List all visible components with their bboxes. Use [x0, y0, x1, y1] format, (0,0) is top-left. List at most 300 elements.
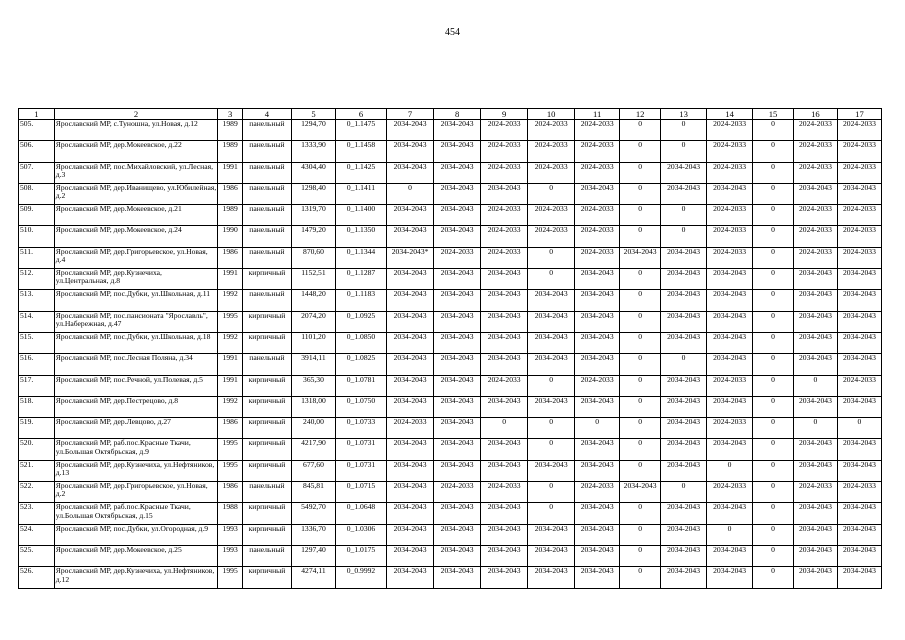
table-cell: 2034-2043	[793, 396, 837, 417]
table-cell: 0	[481, 418, 528, 439]
table-cell: 2034-2043	[434, 290, 481, 311]
table-cell: 365,30	[291, 375, 335, 396]
table-cell: 1336,70	[291, 524, 335, 545]
table-cell: 2024-2033	[793, 120, 837, 141]
table-cell: 0	[620, 332, 661, 353]
table-cell: 2024-2033	[837, 120, 881, 141]
table-cell: 2034-2043	[707, 332, 753, 353]
table-cell: 1479,20	[291, 226, 335, 247]
table-cell: 2034-2043*	[387, 247, 434, 268]
table-cell: 0	[620, 439, 661, 460]
table-cell: 2034-2043	[575, 290, 620, 311]
table-cell: 2034-2043	[481, 269, 528, 290]
table-cell: 0_1.0850	[335, 332, 386, 353]
table-cell: 2034-2043	[387, 269, 434, 290]
table-cell: 2034-2043	[434, 396, 481, 417]
column-header: 4	[242, 109, 291, 120]
table-cell: 1990	[218, 226, 243, 247]
table-cell: 2034-2043	[528, 396, 575, 417]
address-cell: Ярославский МР, пос.Лесная Поляна, д.34	[54, 354, 218, 375]
table-cell: 0	[528, 482, 575, 503]
table-cell: кирпичный	[242, 311, 291, 332]
table-cell: 0_1.0731	[335, 439, 386, 460]
table-cell: 2034-2043	[387, 205, 434, 226]
column-header: 13	[661, 109, 707, 120]
table-cell: 1995	[218, 460, 243, 481]
table-cell: 2034-2043	[661, 311, 707, 332]
table-cell: 1989	[218, 120, 243, 141]
table-cell: 2024-2033	[481, 120, 528, 141]
table-cell: 2034-2043	[793, 183, 837, 204]
table-cell: 2024-2033	[707, 375, 753, 396]
address-cell: Ярославский МР, дер.Кузнечиха, ул.Нефтяников, д.13	[54, 460, 218, 481]
row-number: 521.	[19, 460, 55, 481]
table-cell: 0	[620, 226, 661, 247]
table-cell: 0_1.1400	[335, 205, 386, 226]
table-cell: 2034-2043	[707, 354, 753, 375]
table-cell: 2034-2043	[837, 269, 881, 290]
table-cell: 2034-2043	[481, 439, 528, 460]
table-cell: 0	[753, 503, 794, 524]
table-cell: 2034-2043	[661, 418, 707, 439]
table-cell: панельный	[242, 141, 291, 162]
table-cell: 2024-2033	[575, 205, 620, 226]
table-cell: 2024-2033	[575, 226, 620, 247]
table-cell: 2034-2043	[387, 567, 434, 588]
table-cell: 0_1.0731	[335, 460, 386, 481]
table-cell: 2034-2043	[434, 524, 481, 545]
table-cell: 0	[620, 418, 661, 439]
table-cell: 2034-2043	[575, 545, 620, 566]
table-cell: 2034-2043	[528, 567, 575, 588]
table-cell: 1995	[218, 439, 243, 460]
table-cell: 2034-2043	[387, 545, 434, 566]
column-header: 3	[218, 109, 243, 120]
table-row	[19, 290, 882, 311]
table-cell: 0	[620, 524, 661, 545]
table-cell: 2034-2043	[661, 183, 707, 204]
table-cell: 2024-2033	[434, 247, 481, 268]
table-cell: 0	[661, 120, 707, 141]
address-cell: Ярославский МР, пос.Речной, ул.Полевая, д.5	[54, 375, 218, 396]
table-cell: панельный	[242, 162, 291, 183]
table-cell: 0_0.9992	[335, 567, 386, 588]
row-number: 523.	[19, 503, 55, 524]
table-cell: 2034-2043	[793, 503, 837, 524]
table-cell: панельный	[242, 205, 291, 226]
table-cell: 0	[528, 503, 575, 524]
table-cell: 2034-2043	[387, 439, 434, 460]
table-cell: 0	[753, 162, 794, 183]
column-header: 17	[837, 109, 881, 120]
address-cell: Ярославский МР, дер.Григорьевское, ул.Новая, д.4	[54, 247, 218, 268]
table-cell: 2034-2043	[434, 311, 481, 332]
table-cell: 845,81	[291, 482, 335, 503]
table-cell: 0	[753, 354, 794, 375]
table-row	[19, 332, 882, 353]
table-cell: 2024-2033	[575, 120, 620, 141]
row-number: 506.	[19, 141, 55, 162]
table-cell: 1986	[218, 482, 243, 503]
table-cell: 1992	[218, 332, 243, 353]
table-cell: 2034-2043	[837, 332, 881, 353]
table-cell: 1992	[218, 290, 243, 311]
table-cell: 2024-2033	[481, 226, 528, 247]
table-row	[19, 311, 882, 332]
table-row	[19, 567, 882, 588]
table-cell: 2024-2033	[793, 482, 837, 503]
table-cell: 2034-2043	[793, 567, 837, 588]
table-cell: 0_1.0175	[335, 545, 386, 566]
address-cell: Ярославский МР, раб.пос.Красные Ткачи, ул.Большая Октябрьская, д.15	[54, 503, 218, 524]
address-cell: Ярославский МР, дер.Кузнечиха, ул.Нефтяников, д.12	[54, 567, 218, 588]
table-cell: 1448,20	[291, 290, 335, 311]
table-cell: 1297,40	[291, 545, 335, 566]
table-cell: 2024-2033	[575, 375, 620, 396]
table-cell: 2034-2043	[434, 354, 481, 375]
table-cell: 2024-2033	[837, 226, 881, 247]
table-cell: 0	[528, 269, 575, 290]
row-number: 511.	[19, 247, 55, 268]
address-cell: Ярославский МР, дер.Мокеевское, д.25	[54, 545, 218, 566]
table-cell: 2024-2033	[837, 162, 881, 183]
table-cell: 0_1.0750	[335, 396, 386, 417]
table-cell: 1333,90	[291, 141, 335, 162]
row-number: 518.	[19, 396, 55, 417]
table-cell: 0	[620, 396, 661, 417]
table-cell: 2034-2043	[387, 482, 434, 503]
row-number: 515.	[19, 332, 55, 353]
table-cell: 1986	[218, 418, 243, 439]
column-header: 6	[335, 109, 386, 120]
row-number: 524.	[19, 524, 55, 545]
table-cell: 2024-2033	[837, 205, 881, 226]
table-cell: 1318,00	[291, 396, 335, 417]
table-cell: кирпичный	[242, 460, 291, 481]
table-cell: 0_1.1425	[335, 162, 386, 183]
table-cell: 2034-2043	[434, 226, 481, 247]
column-header: 9	[481, 109, 528, 120]
table-cell: 0	[661, 482, 707, 503]
table-cell: 2034-2043	[481, 524, 528, 545]
table-cell: 2034-2043	[434, 439, 481, 460]
table-cell: 2034-2043	[707, 290, 753, 311]
table-cell: 2024-2033	[837, 482, 881, 503]
table-cell: 2034-2043	[481, 503, 528, 524]
address-cell: Ярославский МР, дер.Пестрецово, д.8	[54, 396, 218, 417]
table-cell: 0	[620, 205, 661, 226]
table-cell: 0	[753, 482, 794, 503]
table-cell: 0	[620, 183, 661, 204]
table-cell: 2034-2043	[481, 567, 528, 588]
table-cell: 2034-2043	[707, 311, 753, 332]
table-cell: 2034-2043	[707, 545, 753, 566]
table-cell: 2024-2033	[481, 482, 528, 503]
table-cell: кирпичный	[242, 332, 291, 353]
table-cell: 2024-2033	[707, 205, 753, 226]
table-cell: 2034-2043	[481, 183, 528, 204]
table-cell: панельный	[242, 482, 291, 503]
table-cell: 2034-2043	[661, 269, 707, 290]
table-cell: 1319,70	[291, 205, 335, 226]
column-header: 16	[793, 109, 837, 120]
table-cell: 0	[753, 439, 794, 460]
table-row	[19, 482, 882, 503]
table-cell: 2034-2043	[434, 183, 481, 204]
row-number: 513.	[19, 290, 55, 311]
table-cell: 2024-2033	[575, 162, 620, 183]
row-number: 505.	[19, 120, 55, 141]
table-cell: 2034-2043	[575, 354, 620, 375]
table-cell: 0	[753, 396, 794, 417]
row-number: 525.	[19, 545, 55, 566]
table-cell: 0_1.1411	[335, 183, 386, 204]
table-row	[19, 247, 882, 268]
table-cell: 2034-2043	[528, 290, 575, 311]
table-cell: 1989	[218, 141, 243, 162]
table-cell: 0	[575, 418, 620, 439]
table-cell: 2024-2033	[481, 205, 528, 226]
table-cell: 2034-2043	[434, 460, 481, 481]
table-row	[19, 375, 882, 396]
table-cell: 2034-2043	[481, 460, 528, 481]
address-cell: Ярославский МР, раб.пос.Красные Ткачи, ул.Большая Октябрьская, д.9	[54, 439, 218, 460]
table-cell: 2034-2043	[434, 269, 481, 290]
row-number: 514.	[19, 311, 55, 332]
table-row	[19, 545, 882, 566]
table-cell: 0_1.1458	[335, 141, 386, 162]
table-cell: кирпичный	[242, 524, 291, 545]
table-cell: 2074,20	[291, 311, 335, 332]
register-table	[18, 108, 882, 589]
table-cell: 2034-2043	[707, 183, 753, 204]
table-cell: 2034-2043	[620, 482, 661, 503]
table-cell: 2034-2043	[837, 183, 881, 204]
table-cell: 2034-2043	[837, 354, 881, 375]
table-cell: 0	[620, 120, 661, 141]
table-cell: 0_1.0306	[335, 524, 386, 545]
table-cell: 2024-2033	[707, 482, 753, 503]
table-cell: 2034-2043	[434, 162, 481, 183]
table-cell: панельный	[242, 120, 291, 141]
table-cell: 0	[620, 567, 661, 588]
column-header: 7	[387, 109, 434, 120]
table-cell: 2034-2043	[575, 460, 620, 481]
table-cell: 1101,20	[291, 332, 335, 353]
table-cell: 2034-2043	[434, 418, 481, 439]
table-cell: 0	[753, 183, 794, 204]
column-header: 10	[528, 109, 575, 120]
table-cell: 0	[661, 141, 707, 162]
table-body	[19, 120, 882, 589]
address-cell: Ярославский МР, с.Туношна, ул.Новая, д.12	[54, 120, 218, 141]
table-cell: 0	[753, 375, 794, 396]
table-cell: 2024-2033	[434, 482, 481, 503]
column-header: 5	[291, 109, 335, 120]
table-cell: 2034-2043	[793, 439, 837, 460]
table-cell: 1995	[218, 311, 243, 332]
table-cell: 1152,51	[291, 269, 335, 290]
row-number: 512.	[19, 269, 55, 290]
table-cell: 1986	[218, 183, 243, 204]
table-cell: 0	[753, 567, 794, 588]
table-cell: 2034-2043	[434, 205, 481, 226]
table-row	[19, 183, 882, 204]
table-cell: 4304,40	[291, 162, 335, 183]
table-cell: 2034-2043	[707, 396, 753, 417]
table-cell: 1995	[218, 567, 243, 588]
table-cell: 2034-2043	[387, 354, 434, 375]
table-cell: 2024-2033	[793, 247, 837, 268]
table-cell: 2034-2043	[661, 567, 707, 588]
table-cell: 2024-2033	[528, 162, 575, 183]
table-cell: 2034-2043	[793, 311, 837, 332]
table-cell: 1991	[218, 162, 243, 183]
table-cell: 1993	[218, 524, 243, 545]
table-cell: 4274,11	[291, 567, 335, 588]
table-cell: 2034-2043	[837, 439, 881, 460]
table-cell: 2034-2043	[575, 439, 620, 460]
table-cell: 2034-2043	[387, 226, 434, 247]
address-cell: Ярославский МР, пос.пансионата "Ярославль", ул.Набережная, д.47	[54, 311, 218, 332]
table-cell: 0_1.0715	[335, 482, 386, 503]
table-cell: 2034-2043	[707, 269, 753, 290]
table-cell: 0	[753, 311, 794, 332]
table-cell: 2034-2043	[434, 545, 481, 566]
table-cell: 2024-2033	[575, 141, 620, 162]
table-cell: 2034-2043	[661, 524, 707, 545]
table-cell: 0	[707, 524, 753, 545]
table-cell: 2034-2043	[661, 247, 707, 268]
row-number: 508.	[19, 183, 55, 204]
table-cell: 2034-2043	[661, 162, 707, 183]
table-cell: 2034-2043	[837, 503, 881, 524]
address-cell: Ярославский МР, дер.Мокеевское, д.24	[54, 226, 218, 247]
table-cell: 2034-2043	[837, 311, 881, 332]
row-number: 507.	[19, 162, 55, 183]
table-cell: 0_1.0733	[335, 418, 386, 439]
table-cell: 0	[661, 354, 707, 375]
table-cell: панельный	[242, 247, 291, 268]
table-cell: 2034-2043	[528, 332, 575, 353]
table-row	[19, 205, 882, 226]
table-row	[19, 503, 882, 524]
table-cell: 2034-2043	[528, 311, 575, 332]
table-cell: 2024-2033	[793, 162, 837, 183]
table-cell: 2024-2033	[793, 226, 837, 247]
table-cell: 0_1.0825	[335, 354, 386, 375]
table-cell: 2034-2043	[793, 460, 837, 481]
table-cell: 2034-2043	[434, 503, 481, 524]
table-cell: 2034-2043	[707, 439, 753, 460]
table-cell: 0	[753, 269, 794, 290]
table-row	[19, 141, 882, 162]
column-header: 14	[707, 109, 753, 120]
table-cell: 2034-2043	[837, 524, 881, 545]
table-cell: 2034-2043	[481, 311, 528, 332]
table-cell: 2034-2043	[837, 567, 881, 588]
row-number: 519.	[19, 418, 55, 439]
table-cell: 2024-2033	[528, 205, 575, 226]
table-row	[19, 120, 882, 141]
table-cell: 0_1.1287	[335, 269, 386, 290]
table-cell: 0	[620, 503, 661, 524]
table-cell: 0	[620, 354, 661, 375]
column-header: 12	[620, 109, 661, 120]
page-number: 454	[445, 27, 460, 38]
table-cell: 0	[528, 183, 575, 204]
table-cell: 2024-2033	[481, 375, 528, 396]
address-cell: Ярославский МР, дер.Мокеевское, д.22	[54, 141, 218, 162]
table-cell: 1988	[218, 503, 243, 524]
table-cell: 2034-2043	[434, 567, 481, 588]
table-cell: 1992	[218, 396, 243, 417]
table-cell: 0_1.0925	[335, 311, 386, 332]
table-cell: 2034-2043	[661, 460, 707, 481]
table-cell: 0	[793, 375, 837, 396]
table-cell: 2034-2043	[387, 290, 434, 311]
table-cell: 0	[387, 183, 434, 204]
table-cell: 2034-2043	[387, 141, 434, 162]
table-cell: 240,00	[291, 418, 335, 439]
table-cell: 2024-2033	[707, 141, 753, 162]
table-cell: 0	[620, 141, 661, 162]
table-cell: 0	[753, 141, 794, 162]
table-row	[19, 524, 882, 545]
table-cell: 2034-2043	[528, 545, 575, 566]
column-header: 2	[54, 109, 218, 120]
table-cell: 0	[753, 205, 794, 226]
address-cell: Ярославский МР, дер.Григорьевское, ул.Новая, д.2	[54, 482, 218, 503]
table-cell: 2024-2033	[837, 141, 881, 162]
table-cell: кирпичный	[242, 375, 291, 396]
table-cell: 2034-2043	[793, 269, 837, 290]
table-cell: 2034-2043	[661, 396, 707, 417]
table-cell: 2034-2043	[434, 375, 481, 396]
table-cell: 2034-2043	[528, 354, 575, 375]
table-row	[19, 460, 882, 481]
table-cell: 2034-2043	[837, 396, 881, 417]
table-cell: 0_1.1350	[335, 226, 386, 247]
table-cell: 2034-2043	[661, 503, 707, 524]
table-cell: 0_1.1344	[335, 247, 386, 268]
table-cell: 0	[793, 418, 837, 439]
address-cell: Ярославский МР, пос.Михайловский, ул.Лесная, д.3	[54, 162, 218, 183]
table-cell: 2034-2043	[528, 524, 575, 545]
table-cell: 2034-2043	[481, 332, 528, 353]
address-cell: Ярославский МР, пос.Дубки, ул.Огородная, д.9	[54, 524, 218, 545]
table-cell: 1993	[218, 545, 243, 566]
table-cell: 0	[528, 439, 575, 460]
table-cell: 0	[620, 162, 661, 183]
row-number: 517.	[19, 375, 55, 396]
table-cell: 2034-2043	[661, 290, 707, 311]
table-cell: 1991	[218, 354, 243, 375]
table-cell: 0	[528, 418, 575, 439]
table-cell: 0	[753, 226, 794, 247]
table-cell: 0	[620, 545, 661, 566]
table-cell: 2034-2043	[707, 503, 753, 524]
table-cell: 2034-2043	[575, 396, 620, 417]
table-cell: панельный	[242, 354, 291, 375]
table-cell: 0	[753, 524, 794, 545]
table-cell: 4217,90	[291, 439, 335, 460]
table-cell: 1989	[218, 205, 243, 226]
table-cell: панельный	[242, 226, 291, 247]
table-row	[19, 269, 882, 290]
table-cell: 870,60	[291, 247, 335, 268]
table-cell: 0	[661, 226, 707, 247]
